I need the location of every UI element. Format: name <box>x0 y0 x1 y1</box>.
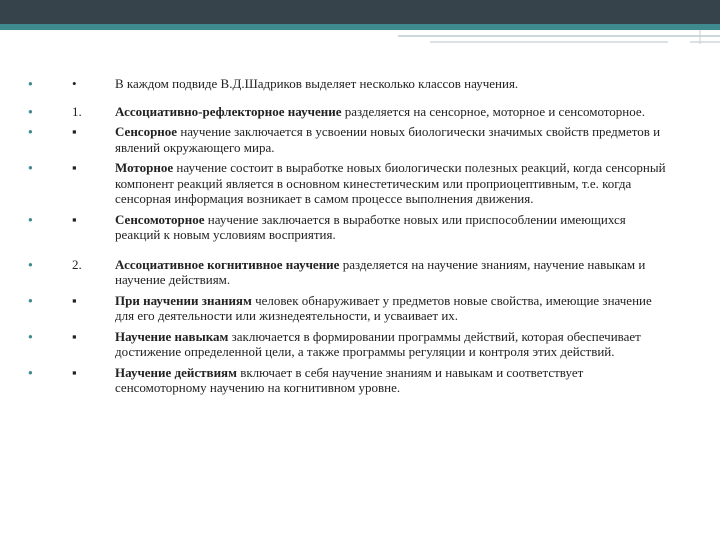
list-item <box>22 293 672 324</box>
item-text: научение заключается в усвоении новых биологически значимых свойств предметов и явлений окружающего мира. <box>115 124 661 155</box>
slide-content <box>22 76 672 401</box>
item-text: разделяется на научение знаниям, научение навыкам и научение действиям. <box>115 256 646 287</box>
item-text: разделяется на сенсорное, моторное и сенсомоторное. <box>341 103 645 119</box>
item-text: человек обнаруживает у предметов новые свойства, имеющие значение для его деятельности или жизнедеятельности, и усваивает их. <box>115 292 652 323</box>
item-marker: ▪ <box>72 292 77 308</box>
item-marker: ▪ <box>72 328 77 344</box>
bullet-icon: ● <box>28 367 33 377</box>
header-decorative-lines <box>0 30 720 70</box>
item-marker: ▪ <box>72 124 77 139</box>
item-term: Моторное <box>115 160 174 175</box>
item-term: При научении знаниям <box>115 292 252 308</box>
bullet-icon: ● <box>28 259 33 269</box>
item-text: В каждом подвиде В.Д.Шадриков выделяет несколько классов научения. <box>115 76 519 91</box>
item-term: Ассоциативно-рефлекторное научение <box>115 103 342 119</box>
item-marker: ▪ <box>72 364 77 380</box>
list-item <box>22 257 672 288</box>
item-term: Сенсомоторное <box>115 211 205 227</box>
list-item <box>22 124 672 155</box>
list-item <box>22 365 672 396</box>
bullet-icon: ● <box>28 214 33 224</box>
bullet-icon: ● <box>28 331 33 341</box>
bullet-icon: ● <box>28 127 33 136</box>
item-marker: ▪ <box>72 211 77 227</box>
item-term: Научение действиям <box>115 364 237 380</box>
item-term: Сенсорное <box>115 124 178 139</box>
bullet-icon: ● <box>28 106 33 116</box>
list-item <box>22 329 672 360</box>
item-text: включает в себя научение знаниям и навыкам и соответствует сенсомоторному научению на когнитивном уровне. <box>115 364 584 395</box>
list-item <box>22 104 672 120</box>
bullet-icon: ● <box>28 79 33 88</box>
bullet-icon: ● <box>28 163 33 172</box>
item-text: заключается в формировании программы действий, которая обеспечивает достижение определенной цели, а также программы регуляции и контроля этих действий. <box>115 328 641 359</box>
header-bar <box>0 0 720 24</box>
item-term: Научение навыкам <box>115 328 229 344</box>
item-marker: • <box>72 76 77 91</box>
item-marker: 2. <box>72 256 82 272</box>
list-item <box>22 212 672 243</box>
item-marker: 1. <box>72 103 82 119</box>
item-text: научение состоит в выработке новых биологически полезных реакций, когда сенсорный компонент реакций является в основном кинестетическим или проприоцептивным, т.е. когда сенсорная информация возникает в самом процессе выполнения движения. <box>115 160 666 206</box>
list-item <box>22 76 672 92</box>
item-marker: ▪ <box>72 160 77 175</box>
list-item <box>22 160 672 207</box>
item-text: научение заключается в выработке новых или приспособлении имеющихся реакций к новым условиям восприятия. <box>115 211 626 242</box>
bullet-icon: ● <box>28 295 33 305</box>
item-term: Ассоциативное когнитивное научение <box>115 256 340 272</box>
